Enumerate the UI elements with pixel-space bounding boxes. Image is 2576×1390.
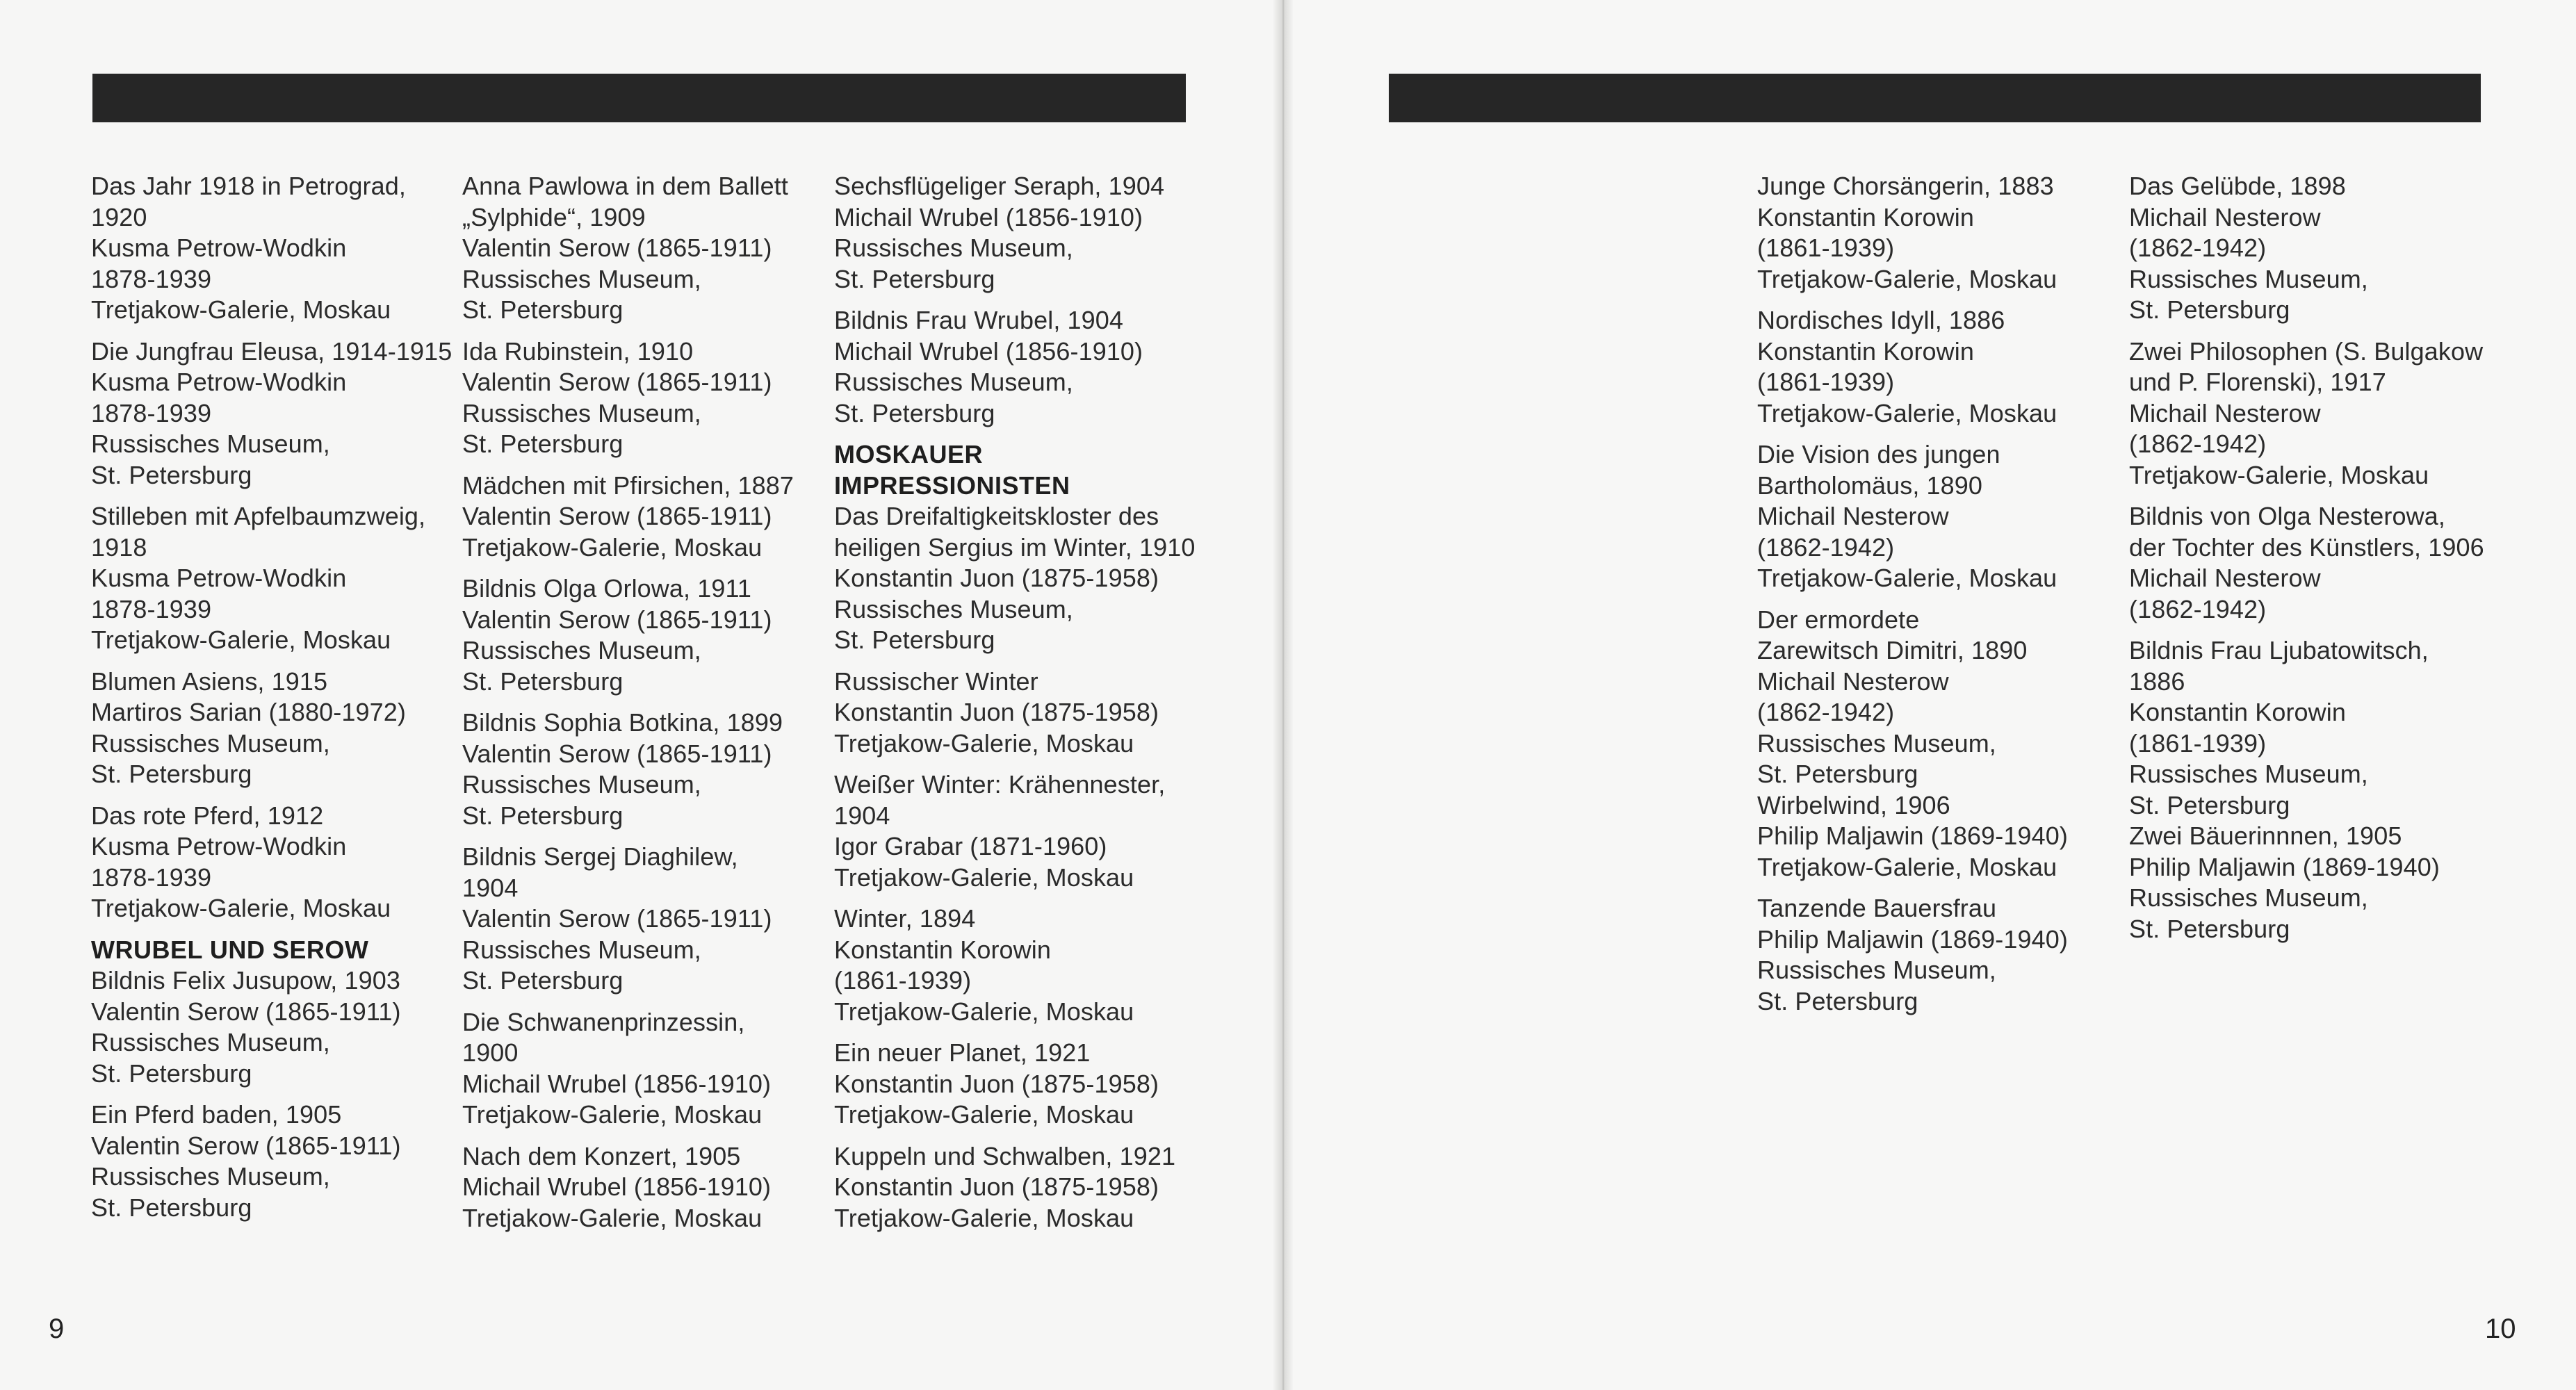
entry-line: Valentin Serow (1865-1911) <box>91 1131 401 1160</box>
entry-line: Tretjakow-Galerie, Moskau <box>1757 264 2057 293</box>
entry-line: Philip Maljawin (1869-1940) <box>2129 852 2440 881</box>
entry-line: Bildnis Sophia Botkina, 1899 <box>462 708 783 737</box>
entry-line: Philip Maljawin (1869-1940) <box>1757 821 2068 850</box>
entry-line: 1878-1939 <box>91 594 212 623</box>
text-column <box>834 171 1196 1244</box>
entry-line: der Tochter des Künstlers, 1906 <box>2129 532 2484 562</box>
entry-line: Kuppeln und Schwalben, 1921 <box>834 1141 1176 1170</box>
catalog-entry <box>462 1007 824 1131</box>
entry-line: Bildnis Felix Jusupow, 1903 <box>91 966 400 995</box>
catalog-entry <box>91 1099 453 1223</box>
entry-line: Michail Wrubel (1856-1910) <box>834 336 1143 366</box>
entry-line: Michail Nesterow <box>2129 202 2321 231</box>
entry-line: Valentin Serow (1865-1911) <box>462 502 772 530</box>
header-bar <box>1389 74 2481 122</box>
entry-line: (1861-1939) <box>1757 234 1895 262</box>
entry-line: Philip Maljawin (1869-1940) <box>1757 924 2068 954</box>
text-column <box>462 171 824 1244</box>
entry-line: Tretjakow-Galerie, Moskau <box>834 997 1134 1026</box>
entry-line: Das rote Pferd, 1912 <box>91 801 324 830</box>
entry-line: Russisches Museum, <box>834 368 1073 396</box>
entry-line: Tretjakow-Galerie, Moskau <box>1757 398 2057 427</box>
catalog-entry <box>2129 171 2491 326</box>
entry-line: Ida Rubinstein, 1910 <box>462 336 694 366</box>
page-number: 10 <box>2485 1314 2516 1344</box>
catalog-entry <box>462 708 824 831</box>
entry-line: Das Dreifaltigkeitskloster des <box>834 502 1159 530</box>
catalog-entry <box>834 769 1196 893</box>
catalog-entry <box>1757 439 2119 594</box>
entry-line: Kusma Petrow-Wodkin <box>91 368 347 396</box>
entry-line: 1886 <box>2129 667 2185 696</box>
entry-line: (1862-1942) <box>2129 430 2267 458</box>
catalog-entry <box>462 471 824 564</box>
entry-line: Tretjakow-Galerie, Moskau <box>91 295 391 324</box>
entry-line: (1862-1942) <box>1757 532 1895 562</box>
entry-line: Tretjakow-Galerie, Moskau <box>462 532 763 562</box>
entry-line: Zwei Philosophen (S. Bulgakow <box>2129 336 2484 366</box>
entry-line: Tretjakow-Galerie, Moskau <box>1757 564 2057 592</box>
entry-line: Bildnis von Olga Nesterowa, <box>2129 502 2445 530</box>
catalog-entry <box>2129 336 2491 491</box>
entry-line: Russisches Museum, <box>834 234 1073 262</box>
entry-line: Russisches Museum, <box>91 430 330 458</box>
catalog-entry <box>834 1141 1196 1234</box>
entry-line: Tretjakow-Galerie, Moskau <box>2129 460 2429 489</box>
entry-line: Russisches Museum, <box>91 1162 330 1191</box>
entry-line: Konstantin Korowin <box>1757 202 1974 231</box>
entry-line: 1900 <box>462 1038 519 1067</box>
entry-line: Russisches Museum, <box>834 594 1073 623</box>
entry-line: Russisches Museum, <box>2129 760 2368 788</box>
entry-line: Russisches Museum, <box>462 935 701 964</box>
catalog-entry <box>834 1038 1196 1131</box>
entry-line: Das Jahr 1918 in Petrograd, <box>91 172 406 200</box>
entry-line: Konstantin Juon (1875-1958) <box>834 1172 1159 1201</box>
entry-line: Russisches Museum, <box>462 264 701 293</box>
entry-line: Valentin Serow (1865-1911) <box>462 605 772 634</box>
entry-line: Die Vision des jungen <box>1757 440 2000 468</box>
entry-line: Blumen Asiens, 1915 <box>91 667 328 696</box>
entry-line: (1861-1939) <box>1757 368 1895 396</box>
catalog-entry <box>462 573 824 697</box>
entry-line: Konstantin Korowin <box>834 935 1051 964</box>
entry-line: St. Petersburg <box>462 966 623 995</box>
entry-line: Russisches Museum, <box>462 770 701 799</box>
right-page <box>1282 0 2576 1390</box>
entry-line: St. Petersburg <box>462 295 623 324</box>
entry-line: Ein neuer Planet, 1921 <box>834 1038 1091 1067</box>
entry-line: Nordisches Idyll, 1886 <box>1757 306 2005 334</box>
entry-line: St. Petersburg <box>91 760 252 788</box>
entry-line: Kusma Petrow-Wodkin <box>91 564 347 592</box>
entry-line: Martiros Sarian (1880-1972) <box>91 698 406 726</box>
entry-line: Konstantin Juon (1875-1958) <box>834 698 1159 726</box>
entry-line: Bildnis Olga Orlowa, 1911 <box>462 574 752 603</box>
entry-line: Russisches Museum, <box>91 1028 330 1056</box>
entry-line: Der ermordete <box>1757 605 1920 634</box>
catalog-entry <box>91 501 453 656</box>
catalog-entry <box>1757 605 2119 883</box>
entry-line: 1878-1939 <box>91 264 212 293</box>
text-column <box>1757 171 2119 1027</box>
entry-line: Konstantin Juon (1875-1958) <box>834 564 1159 592</box>
entry-line: Nach dem Konzert, 1905 <box>462 1141 741 1170</box>
entry-line: Wirbelwind, 1906 <box>1757 790 1950 819</box>
text-column <box>2129 171 2491 955</box>
entry-line: St. Petersburg <box>91 1193 252 1222</box>
entry-line: Tretjakow-Galerie, Moskau <box>462 1100 763 1129</box>
entry-line: St. Petersburg <box>834 264 995 293</box>
entry-line: Valentin Serow (1865-1911) <box>462 904 772 933</box>
entry-line: Die Jungfrau Eleusa, 1914-1915 <box>91 336 453 366</box>
entry-line: Konstantin Juon (1875-1958) <box>834 1069 1159 1098</box>
entry-line: Valentin Serow (1865-1911) <box>462 234 772 262</box>
left-page <box>0 0 1282 1390</box>
entry-line: Zwei Bäuerinnnen, 1905 <box>2129 821 2402 850</box>
entry-line: Weißer Winter: Krähennester, <box>834 770 1166 799</box>
entry-line: Michail Wrubel (1856-1910) <box>462 1069 772 1098</box>
entry-line: 1904 <box>834 801 890 830</box>
entry-line: Tretjakow-Galerie, Moskau <box>1757 852 2057 881</box>
entry-line: St. Petersburg <box>462 801 623 830</box>
entry-line: 1920 <box>91 202 147 231</box>
catalog-entry <box>462 171 824 326</box>
entry-line: Die Schwanenprinzessin, <box>462 1007 745 1036</box>
entry-line: Anna Pawlowa in dem Ballett <box>462 172 788 200</box>
catalog-entry <box>1757 893 2119 1017</box>
catalog-entry <box>834 439 1196 656</box>
catalog-entry <box>462 842 824 997</box>
entry-line: Russisches Museum, <box>91 728 330 758</box>
entry-line: Tretjakow-Galerie, Moskau <box>91 626 391 654</box>
section-heading: MOSKAUER <box>834 440 984 468</box>
entry-line: (1862-1942) <box>1757 698 1895 726</box>
entry-line: Junge Chorsängerin, 1883 <box>1757 172 2054 200</box>
entry-line: Bartholomäus, 1890 <box>1757 471 1983 500</box>
entry-line: St. Petersburg <box>91 1058 252 1088</box>
entry-line: 1878-1939 <box>91 862 212 892</box>
entry-line: (1862-1942) <box>2129 234 2267 262</box>
entry-line: Sechsflügeliger Seraph, 1904 <box>834 172 1165 200</box>
entry-line: Russisches Museum, <box>1757 728 1996 758</box>
entry-line: Michail Wrubel (1856-1910) <box>462 1172 772 1201</box>
entry-line: „Sylphide“, 1909 <box>462 202 646 231</box>
entry-line: St. Petersburg <box>2129 914 2290 943</box>
entry-line: Valentin Serow (1865-1911) <box>91 997 401 1026</box>
catalog-entry <box>2129 501 2491 625</box>
entry-line: und P. Florenski), 1917 <box>2129 368 2386 396</box>
entry-line: Tretjakow-Galerie, Moskau <box>834 862 1134 892</box>
entry-line: Michail Nesterow <box>1757 667 1949 696</box>
page-number: 9 <box>49 1314 65 1344</box>
entry-line: St. Petersburg <box>834 398 995 427</box>
entry-line: Das Gelübde, 1898 <box>2129 172 2346 200</box>
entry-line: Russischer Winter <box>834 667 1038 696</box>
entry-line: Tretjakow-Galerie, Moskau <box>834 1203 1134 1232</box>
entry-line: Michail Wrubel (1856-1910) <box>834 202 1143 231</box>
entry-line: Winter, 1894 <box>834 904 976 933</box>
entry-line: Igor Grabar (1871-1960) <box>834 832 1107 860</box>
entry-line: St. Petersburg <box>2129 790 2290 819</box>
entry-line: Michail Nesterow <box>2129 398 2321 427</box>
catalog-entry <box>91 667 453 790</box>
entry-line: Tretjakow-Galerie, Moskau <box>834 728 1134 758</box>
entry-line: Bildnis Frau Wrubel, 1904 <box>834 306 1124 334</box>
entry-line: Russisches Museum, <box>1757 956 1996 984</box>
catalog-entry <box>834 667 1196 760</box>
catalog-entry <box>462 1141 824 1234</box>
catalog-entry <box>462 336 824 460</box>
entry-line: heiligen Sergius im Winter, 1910 <box>834 532 1196 562</box>
entry-line: Zarewitsch Dimitri, 1890 <box>1757 636 2028 664</box>
entry-line: St. Petersburg <box>2129 295 2290 324</box>
entry-line: Tretjakow-Galerie, Moskau <box>462 1203 763 1232</box>
entry-line: St. Petersburg <box>91 460 252 489</box>
entry-line: 1918 <box>91 532 147 562</box>
entry-line: Konstantin Korowin <box>2129 698 2346 726</box>
entry-line: Tretjakow-Galerie, Moskau <box>834 1100 1134 1129</box>
entry-line: Ein Pferd baden, 1905 <box>91 1100 342 1129</box>
entry-line: St. Petersburg <box>1757 986 1918 1015</box>
entry-line: St. Petersburg <box>1757 760 1918 788</box>
catalog-entry <box>834 903 1196 1027</box>
entry-line: Michail Nesterow <box>2129 564 2321 592</box>
entry-line: Konstantin Korowin <box>1757 336 1974 366</box>
catalog-entry <box>834 305 1196 429</box>
entry-line: Tretjakow-Galerie, Moskau <box>91 894 391 922</box>
entry-line: 1878-1939 <box>91 398 212 427</box>
entry-line: Bildnis Frau Ljubatowitsch, <box>2129 636 2429 664</box>
catalog-entry <box>91 935 453 1090</box>
entry-line: Mädchen mit Pfirsichen, 1887 <box>462 471 794 500</box>
entry-line: Kusma Petrow-Wodkin <box>91 832 347 860</box>
entry-line: (1861-1939) <box>2129 728 2267 758</box>
entry-line: St. Petersburg <box>462 667 623 696</box>
catalog-entry <box>834 171 1196 295</box>
catalog-entry <box>91 336 453 491</box>
catalog-entry <box>1757 171 2119 295</box>
entry-line: Russisches Museum, <box>462 398 701 427</box>
section-heading: IMPRESSIONISTEN <box>834 471 1070 500</box>
catalog-entry <box>91 171 453 326</box>
entry-line: St. Petersburg <box>462 430 623 458</box>
entry-line: Russisches Museum, <box>2129 264 2368 293</box>
section-heading: WRUBEL UND SEROW <box>91 935 369 964</box>
entry-line: St. Petersburg <box>834 626 995 654</box>
entry-line: Tanzende Bauersfrau <box>1757 894 1997 922</box>
entry-line: Kusma Petrow-Wodkin <box>91 234 347 262</box>
text-column <box>91 171 453 1234</box>
entry-line: Michail Nesterow <box>1757 502 1949 530</box>
entry-line: Bildnis Sergej Diaghilew, <box>462 842 738 871</box>
entry-line: Valentin Serow (1865-1911) <box>462 739 772 768</box>
entry-line: (1861-1939) <box>834 966 972 995</box>
catalog-entry <box>2129 635 2491 945</box>
header-bar <box>92 74 1186 122</box>
book-gutter <box>1273 0 1293 1390</box>
entry-line: Russisches Museum, <box>462 636 701 664</box>
entry-line: (1862-1942) <box>2129 594 2267 623</box>
entry-line: Stilleben mit Apfelbaumzweig, <box>91 502 426 530</box>
catalog-entry <box>91 801 453 924</box>
entry-line: Valentin Serow (1865-1911) <box>462 368 772 396</box>
entry-line: 1904 <box>462 873 519 902</box>
entry-line: Russisches Museum, <box>2129 883 2368 912</box>
catalog-entry <box>1757 305 2119 429</box>
